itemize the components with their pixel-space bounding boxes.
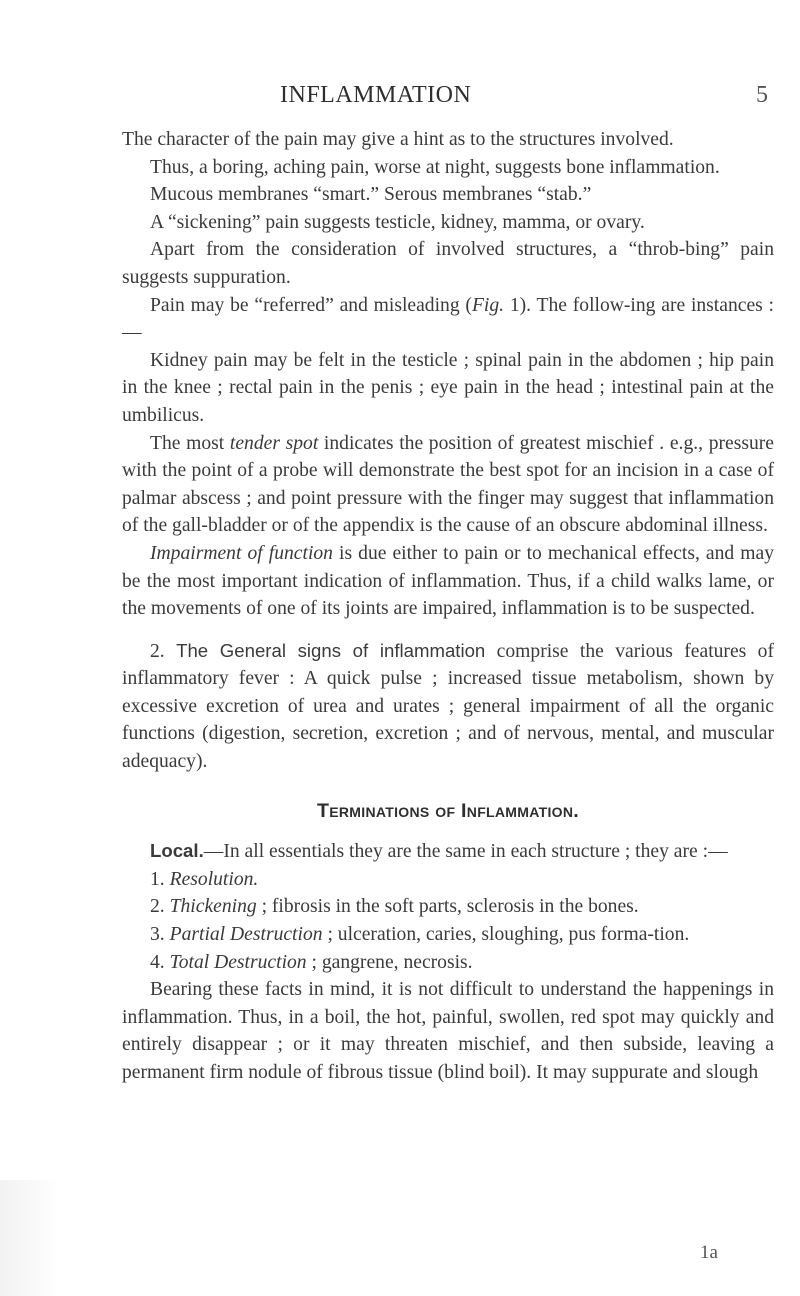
list-item [122,949,774,977]
list-text: ; fibrosis in the soft parts, sclerosis in the bones. [256,896,639,918]
catchword: 1a [700,1242,718,1263]
emphasis-term: tender spot [229,432,319,454]
paragraph: Apart from the consideration of involved structures, a “throb-bing” pain suggests suppuration. [122,239,774,288]
text-run: —In all essentials they are the same in each structure ; they are :— [203,841,728,863]
inline-heading: Local. [150,840,204,862]
section-heading [122,798,774,826]
paragraph: Bearing these facts in mind, it is not difficult to understand the happenings in inflammation. Thus, in a boil, the hot, painful, swollen, red spot may quickly and entirely disappear ; or it may threaten mischief, and then subside, leaving a permanent firm nodule of fibrous tissue (blind boil). It may suppurate and slough [122,979,774,1083]
text-run: indicates the position of greatest mischief . e.g., pressure with the point of a probe will demonstrate the best spot for an incision in a case of palmar abscess ; and point pressure with the finger may suggest that inflammation of the gall-bladder or of the appendix is the cause of an obscure abdominal illness. [122,432,774,537]
paragraph: A “sickening” pain suggests testicle, kidney, mamma, or ovary. [150,211,645,233]
paragraph [122,837,774,866]
paragraph: Thus, a boring, aching pain, worse at night, suggests bone inflammation. [150,156,720,178]
text-run: Pain may be “referred” and misleading ( [150,294,472,316]
body-text [122,126,774,1087]
emphasis-term: Impairment of function [150,542,333,564]
paragraph: Mucous membranes “smart.” Serous membranes “stab.” [150,184,592,206]
section-number: 2. [150,640,165,662]
list-text: ; ulceration, caries, sloughing, pus forma-tion. [322,924,690,946]
page-edge-shadow [0,1180,60,1296]
list-item [122,921,774,949]
text-run: comprise the various features of inflammatory fever : A quick pulse ; increased tissue metabolism, shown by excessive excretion of urea and urates ; general impairment of all the organic functions (digestion, secretion, excretion ; and of nervous, mental, and muscular adequacy). [122,640,774,773]
paragraph: The character of the pain may give a hint as to the structures involved. [122,129,674,150]
running-title: INFLAMMATION [280,82,472,108]
text-run: The most [150,432,230,454]
list-term: Partial Destruction [169,924,323,946]
section-heading-text: Terminations of Inflammation. [316,799,579,822]
list-term: Total Destruction [169,951,307,973]
page-number: 5 [756,82,768,108]
text-run: is due either to pain or to mechanical effects, and may be the most important indication of inflammation. Thus, if a child walks lame, or the movements of one of its joints are impaired, inflammation is to be suspected. [122,542,774,620]
list-item [122,866,774,894]
list-number: 3. [150,924,165,946]
paragraph [122,540,774,623]
paragraph [122,292,774,347]
list-term: Resolution. [169,868,259,890]
list-text: ; gangrene, necrosis. [306,951,473,973]
paragraph [122,637,774,776]
list-number: 4. [150,951,165,973]
list-number: 1. [150,868,165,890]
inline-heading: The General signs of inflammation [176,639,486,661]
figure-reference: Fig. [471,294,505,316]
text-run: 1). The follow-ing are instances :— [122,294,774,344]
list-number: 2. [150,896,165,918]
paragraph [122,430,774,540]
list-term: Thickening [169,896,257,918]
running-head [0,82,800,112]
list-item [122,893,774,921]
paragraph: Kidney pain may be felt in the testicle ; spinal pain in the abdomen ; hip pain in the knee ; rectal pain in the penis ; eye pain in the head ; intestinal pain at the umbilicus. [122,349,774,426]
